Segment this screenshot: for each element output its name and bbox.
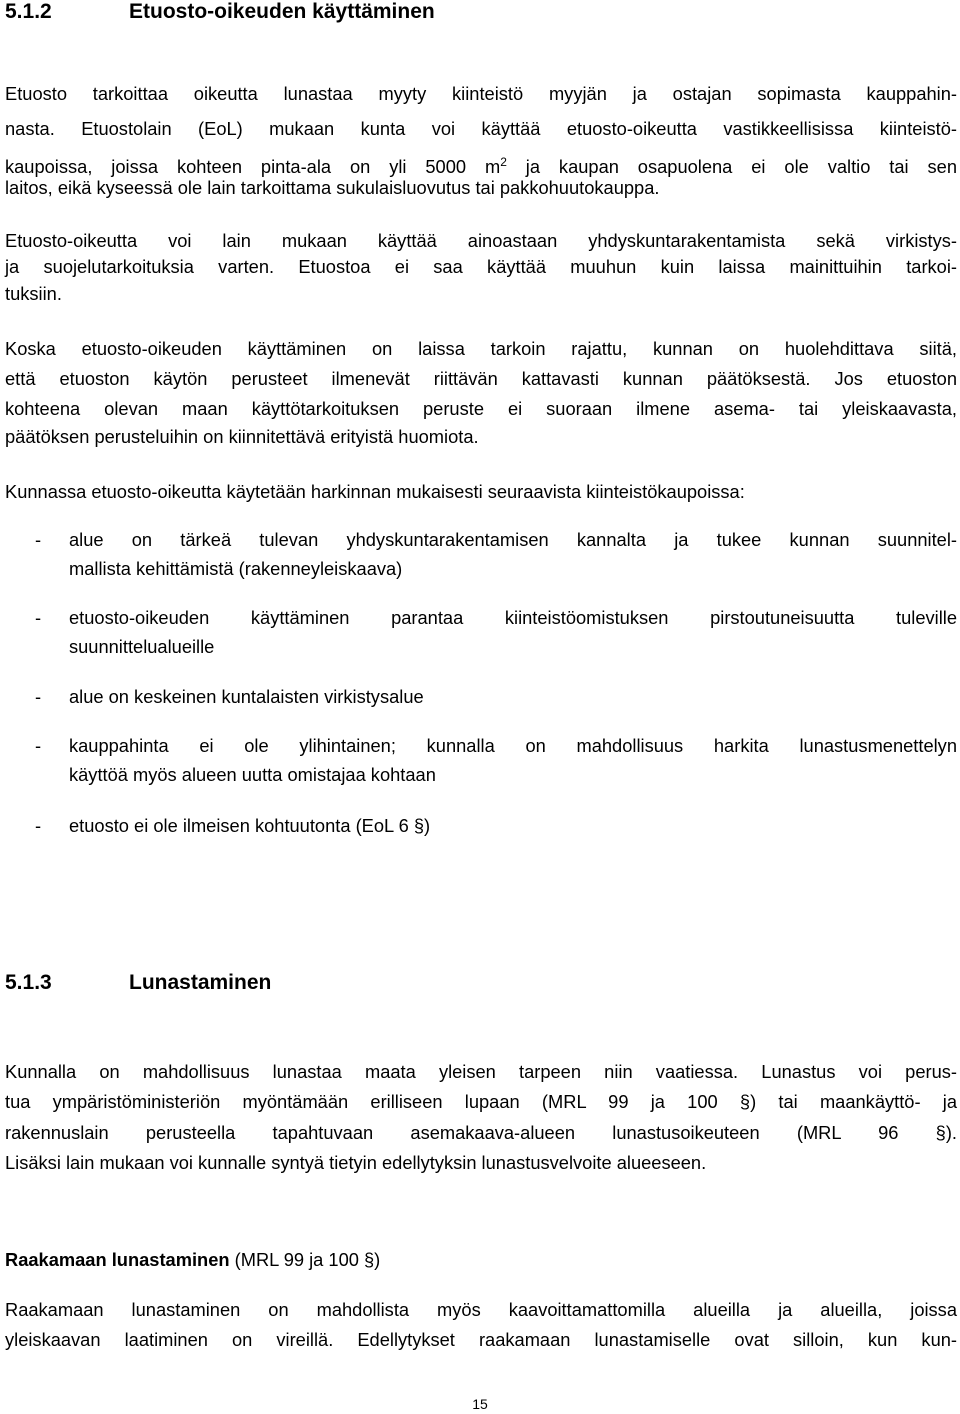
bullet-line: suunnittelualueille — [69, 636, 215, 657]
section-heading-5-1-2 — [5, 0, 435, 24]
superscript: 2 — [500, 155, 507, 169]
bullet-marker: - — [35, 686, 42, 707]
paragraph-line: yleiskaavan laatiminen on vireillä. Edellytykset raakamaan lunastamiselle ovat silloin, kun kun- — [5, 1329, 957, 1350]
section-title: Lunastaminen — [129, 971, 272, 994]
paragraph-line: Etuosto tarkoittaa oikeutta lunastaa myyty kiinteistö myyjän ja ostajan sopimasta kauppahin- — [5, 83, 957, 104]
paragraph-line: että etuoston käytön perusteet ilmenevät riittävän kattavasti kunnan päätöksestä. Jos etuoston — [5, 368, 957, 389]
subheading-ref: (MRL 99 ja 100 §) — [229, 1249, 381, 1270]
section-number: 5.1.2 — [5, 0, 52, 23]
paragraph-line: tua ympäristöministeriön myöntämään erilliseen lupaan (MRL 99 ja 100 §) tai maankäyttö- ja — [5, 1091, 957, 1112]
bullet-marker: - — [35, 607, 42, 628]
paragraph-line: kohteena olevan maan käyttötarkoituksen peruste ei suoraan ilmene asema- tai yleiskaavasta, — [5, 398, 957, 419]
paragraph-line: nasta. Etuostolain (EoL) mukaan kunta voi käyttää etuosto-oikeutta vastikkeellisissa kiinteistö- — [5, 118, 957, 139]
bullet-marker: - — [35, 735, 42, 756]
paragraph-line: rakennuslain perusteella tapahtuvaan asemakaava-alueen lunastusoikeuteen (MRL 96 §). — [5, 1122, 957, 1143]
bullet-line: kauppahinta ei ole ylihintainen; kunnalla on mahdollisuus harkita lunastusmenettelyn — [69, 735, 957, 756]
subheading-bold: Raakamaan lunastaminen — [5, 1249, 230, 1270]
paragraph-line: Koska etuosto-oikeuden käyttäminen on laissa tarkoin rajattu, kunnan on huolehdittava siitä, — [5, 338, 957, 359]
paragraph-line: päätöksen perusteluihin on kiinnitettävä erityistä huomiota. — [5, 426, 479, 447]
paragraph-line: Kunnalla on mahdollisuus lunastaa maata yleisen tarpeen niin vaatiessa. Lunastus voi perus- — [5, 1061, 957, 1082]
bullet-marker: - — [35, 529, 42, 550]
text-run: kaupoissa, joissa kohteen pinta-ala on yli 5000 m — [5, 156, 501, 178]
paragraph-line: Kunnassa etuosto-oikeutta käytetään harkinnan mukaisesti seuraavista kiinteistökaupoissa: — [5, 481, 745, 502]
section-heading-5-1-3 — [5, 971, 271, 995]
bullet-line: alue on keskeinen kuntalaisten virkistysalue — [69, 686, 424, 707]
paragraph-line: laitos, eikä kyseessä ole lain tarkoittama sukulaisluovutus tai pakkohuutokauppa. — [5, 177, 660, 198]
section-title: Etuosto-oikeuden käyttäminen — [129, 0, 435, 23]
paragraph-line: Etuosto-oikeutta voi lain mukaan käyttää ainoastaan yhdyskuntarakentamista sekä virkistys- — [5, 230, 957, 251]
paragraph-line — [5, 150, 957, 179]
subheading-line — [5, 1248, 957, 1272]
bullet-marker: - — [35, 815, 42, 836]
bullet-line: etuosto-oikeuden käyttäminen parantaa kiinteistöomistuksen pirstoutuneisuutta tuleville — [69, 607, 957, 628]
text-run: ja kaupan osapuolena ei ole valtio tai sen — [506, 156, 957, 178]
paragraph-line: Lisäksi lain mukaan voi kunnalle syntyä tietyin edellytyksin lunastusvelvoite alueeseen. — [5, 1152, 707, 1173]
paragraph-line: tuksiin. — [5, 283, 62, 304]
page-number: 15 — [472, 1396, 488, 1412]
bullet-line: etuosto ei ole ilmeisen kohtuutonta (EoL 6 §) — [69, 815, 431, 836]
paragraph-line: Raakamaan lunastaminen on mahdollista myös kaavoittamattomilla alueilla ja alueilla, joissa — [5, 1299, 957, 1320]
bullet-line: alue on tärkeä tulevan yhdyskuntarakentamisen kannalta ja tukee kunnan suunnitel- — [69, 529, 957, 550]
paragraph-line: ja suojelutarkoituksia varten. Etuostoa ei saa käyttää muuhun kuin laissa mainittuihin tarkoi- — [5, 256, 957, 277]
bullet-line: mallista kehittämistä (rakenneyleiskaava) — [69, 558, 403, 579]
section-number: 5.1.3 — [5, 971, 52, 994]
bullet-line: käyttöä myös alueen uutta omistajaa kohtaan — [69, 764, 436, 785]
